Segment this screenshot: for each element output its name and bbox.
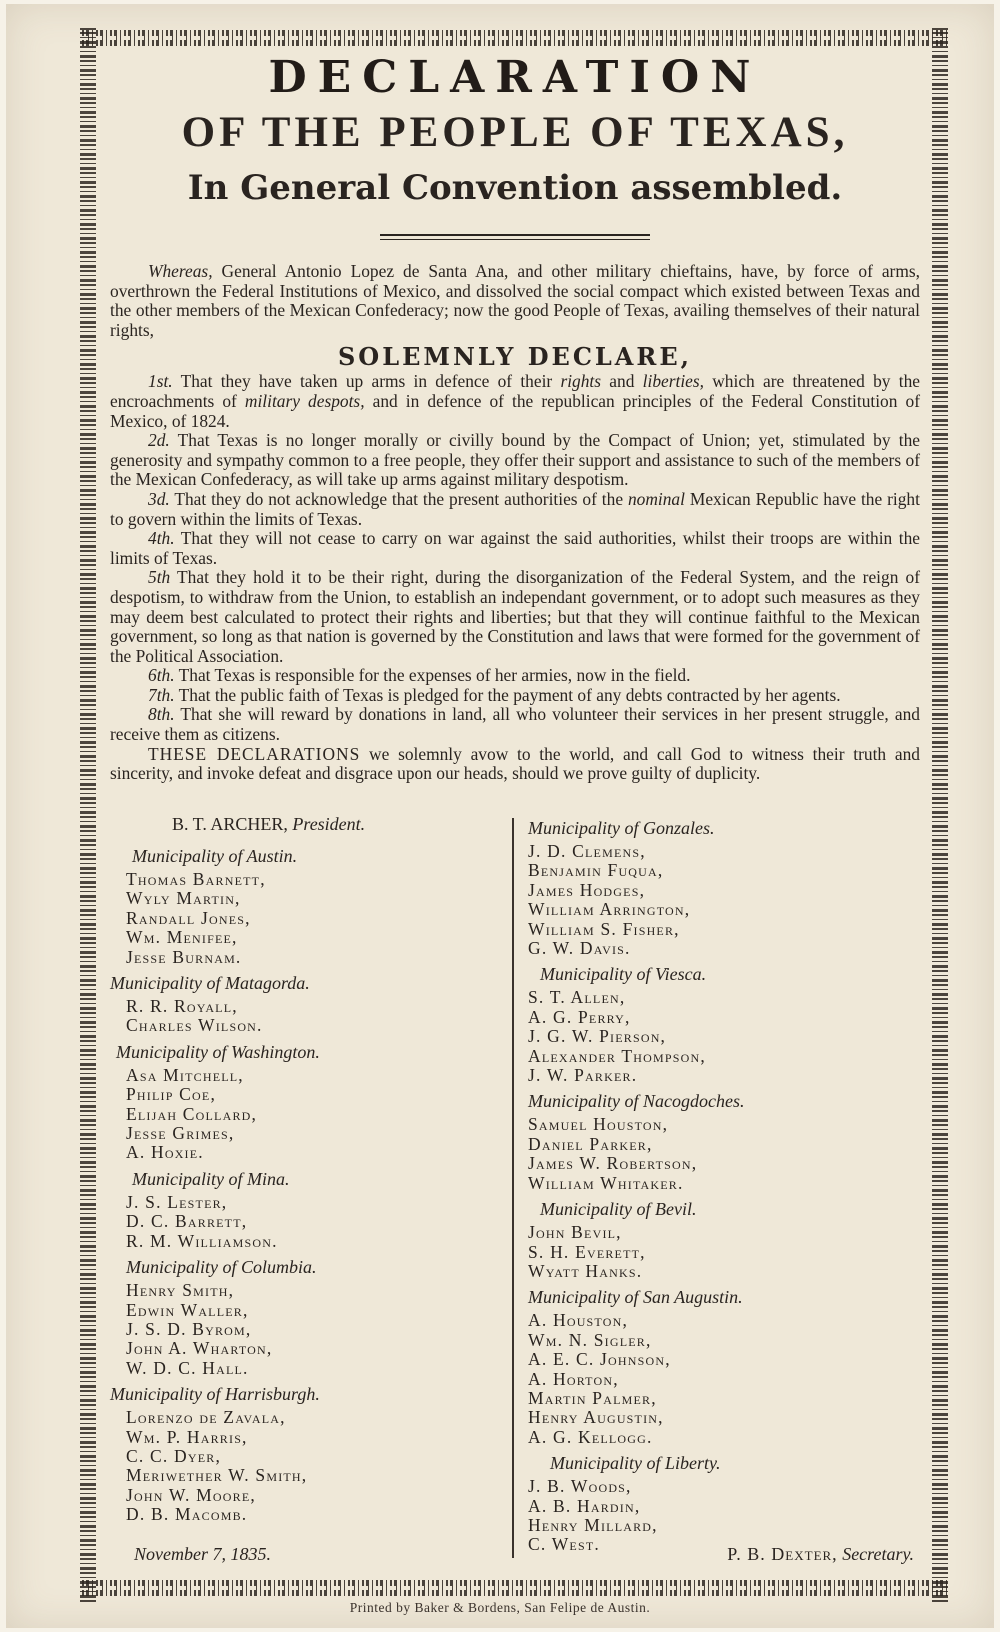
signatory-name: Randall Jones, [126,907,251,928]
signatory-name: Daniel Parker, [528,1133,653,1154]
secretary-name: P. B. Dexter, [727,1544,838,1564]
signatory-name: John Bevil, [528,1222,622,1243]
municipality-heading: Municipality of Washington. [116,1041,320,1062]
article-2 [110,431,920,490]
solemnly-declare: SOLEMNLY DECLARE, [337,342,693,372]
article-number: 1st. [148,371,173,392]
signatory-list [528,1311,920,1447]
article-text: That Texas is responsible for the expenses of her armies, now in the field. [178,665,691,686]
municipality-heading: Municipality of Nacogdoches. [528,1091,745,1112]
signatory-list [110,1066,500,1163]
signatory-name: D. B. Macomb. [126,1504,248,1525]
printer-imprint: Printed by Baker & Bordens, San Felipe de Austin. [349,1600,651,1615]
municipality-heading: Municipality of Mina. [132,1168,290,1189]
article-text: which are threatened by the encroachments of [110,371,920,411]
column-divider [512,818,514,1558]
signatory-name: G. W. Davis. [528,938,631,959]
article-emphasis: military despots, [244,390,365,411]
article-3 [110,490,920,529]
signatory-name: Wyatt Hanks. [528,1260,643,1281]
signatory-list [110,1408,500,1524]
signatory-list [528,842,920,958]
signatory-name: James Hodges, [528,879,646,900]
title-declaration: DECLARATION [268,52,762,103]
article-6 [110,666,920,686]
article-emphasis: liberties, [642,371,704,392]
signatory-name: Lorenzo de Zavala, [126,1407,286,1428]
signatory-name: D. C. Barrett, [126,1211,248,1232]
signatory-list [110,1281,500,1378]
signatory-name: S. H. Everett, [528,1241,646,1262]
article-7 [110,686,920,706]
article-text: That the public faith of Texas is pledged for the payment of any debts contracted by her agents. [178,684,841,705]
signatory-name: Meriwether W. Smith, [126,1465,308,1486]
signatory-name: R. M. Williamson. [126,1230,278,1251]
signatory-name: Alexander Thompson, [528,1045,706,1066]
signatories [110,812,920,1572]
signatory-name: William Arrington, [528,899,691,920]
signatory-name: Wm. P. Harris, [126,1426,248,1447]
signatory-name: A. Horton, [528,1368,619,1389]
president-title: President. [292,814,366,834]
article-text: Mexican Republic have the right to govern within the limits of Texas. [110,488,920,529]
signatory-name: A. Hoxie. [126,1142,204,1163]
article-text: That she will reward by donations in land, all who volunteer their services in her present struggle, and receive them as citizens. [110,704,920,745]
signatory-name: J. B. Woods, [528,1476,632,1497]
closing-caps: THESE DECLARATIONS [148,743,361,764]
article-text: That they do not acknowledge that the present authorities of the [174,488,624,509]
signatory-name: Asa Mitchell, [126,1064,244,1085]
closing-text: we solemnly avow to the world, and call God to witness their truth and sincerity, and invoke defeat and disgrace upon our heads, should we prove guilty of duplicity. [110,743,920,784]
signatory-name: John W. Moore, [126,1484,256,1505]
municipality-heading: Municipality of Viesca. [540,964,707,985]
closing-statement [110,745,920,784]
signatory-name: Wm. N. Sigler, [528,1329,652,1350]
signatory-list [528,988,920,1085]
municipality-heading: Municipality of Columbia. [126,1257,317,1278]
signatory-name: Benjamin Fuqua, [528,860,664,881]
article-number: 4th. [148,528,175,549]
signatory-name: J. G. W. Pierson, [528,1026,667,1047]
article-number: 7th. [148,684,175,705]
signatory-list [110,870,500,967]
signatories-right [528,812,920,1555]
article-text: and in defence of the republican principles of the Federal Constitution of Mexico, of 1824. [110,390,920,431]
declaration-body [110,52,920,784]
signatory-name: A. B. Hardin, [528,1495,641,1516]
signatory-name: Jesse Burnam. [126,946,242,967]
president-line [110,812,500,836]
title-convention: In General Convention assembled. [187,168,843,208]
article-8 [110,705,920,744]
signatory-name: A. Houston, [528,1310,629,1331]
signatory-name: Edwin Waller, [126,1299,249,1320]
article-emphasis: nominal [627,488,685,509]
signatory-name: W. D. C. Hall. [126,1357,249,1378]
article-emphasis: rights [560,371,602,392]
article-text: That they have taken up arms in defence of their [180,371,553,392]
ornamental-border-bottom [82,1580,948,1596]
signatory-name: Martin Palmer, [528,1387,657,1408]
signatory-list [528,1115,920,1193]
signatory-name: C. C. Dyer, [126,1445,222,1466]
article-5 [110,568,920,666]
municipality-heading: Municipality of Gonzales. [528,818,715,838]
municipality-heading: Municipality of Matagorda. [110,973,310,994]
signatory-name: J. W. Parker. [528,1065,638,1086]
article-number: 8th. [148,704,175,725]
signatory-name: C. West. [528,1534,600,1555]
president-name: B. T. ARCHER, [172,814,288,834]
ornamental-border-top [82,30,948,46]
municipality-heading: Municipality of Harrisburgh. [110,1384,320,1405]
signatory-name: A. G. Kellogg. [528,1426,653,1447]
signatory-name: Henry Smith, [126,1280,235,1301]
municipality-heading: Municipality of Austin. [132,846,298,866]
signatory-list [528,1223,920,1281]
preamble [110,262,920,340]
signatory-list [110,997,500,1036]
signatory-name: James W. Robertson, [528,1153,698,1174]
title-rule [380,234,650,240]
signatory-name: Wm. Menifee, [126,927,238,948]
signatory-list [110,1193,500,1251]
signatory-name: A. G. Perry, [528,1006,631,1027]
title-people-of-texas: OF THE PEOPLE OF TEXAS, [181,109,849,156]
ornamental-border-left [80,28,96,1602]
signatory-name: J. S. Lester, [126,1191,228,1212]
article-text: and [609,371,635,392]
whereas-word: Whereas, [148,261,213,281]
article-1 [110,372,920,431]
signatory-name: William S. Fisher, [528,918,680,939]
article-4 [110,529,920,568]
signatory-name: Wyly Martin, [126,888,241,909]
date: November 7, 1835. [134,1544,271,1564]
secretary-line [727,1544,914,1565]
signatory-name: Elijah Collard, [126,1103,258,1124]
article-text: That they hold it to be their right, during the disorganization of the Federal System, and the reign of despotism, to withdraw from the Union, to establish an independant government, or to adopt such measures as they may deem best calculated to protect their rights and liberties; but that they will continue faithful to the Mexican government, so long as that nation is governed by the Constitution and laws that were formed for the government of the Political Association. [110,567,920,666]
signatory-name: Thomas Barnett, [126,869,266,889]
signatory-name: Jesse Grimes, [126,1123,235,1144]
signatory-name: R. R. Royall, [126,996,238,1017]
article-number: 5th [148,567,171,588]
article-number: 2d. [148,430,170,451]
municipality-heading: Municipality of Bevil. [540,1199,697,1220]
signatory-name: Charles Wilson. [126,1015,263,1036]
signatory-name: John A. Wharton, [126,1338,273,1359]
signatory-name: Henry Millard, [528,1514,658,1535]
preamble-text: General Antonio Lopez de Santa Ana, and other military chieftains, have, by force of arms, overthrown the Federal Institutions of Mexico, and dissolved the social compact which existed between Texas and the other members of the Mexican Confederacy; now the good People of Texas, availing themselves of their natural rights, [110,261,920,340]
secretary-title: Secretary. [842,1544,914,1564]
article-text: That Texas is no longer morally or civilly bound by the Compact of Union; yet, stimulated by the generosity and sympathy common to a free people, they offer their support and assistance to such of the members of the Mexican Confederacy, as will take up arms against military despotism. [110,430,920,490]
municipality-heading: Municipality of San Augustin. [528,1287,743,1308]
municipality-heading: Municipality of Liberty. [550,1453,721,1474]
signatory-name: J. S. D. Byrom, [126,1318,252,1339]
article-text: That they will not cease to carry on war against the said authorities, whilst their troops are within the limits of Texas. [110,528,920,568]
signatories-left [110,812,500,1525]
article-number: 6th. [148,665,175,686]
ornamental-border-right [932,28,948,1602]
signatory-name: William Whitaker. [528,1172,684,1193]
signatory-name: Philip Coe, [126,1084,217,1105]
signatory-name: Henry Augustin, [528,1407,664,1428]
signatory-name: S. T. Allen, [528,987,626,1008]
signatory-name: J. D. Clemens, [528,841,646,861]
article-number: 3d. [148,488,170,509]
signatory-name: A. E. C. Johnson, [528,1349,671,1370]
signatory-name: Samuel Houston, [528,1114,669,1135]
